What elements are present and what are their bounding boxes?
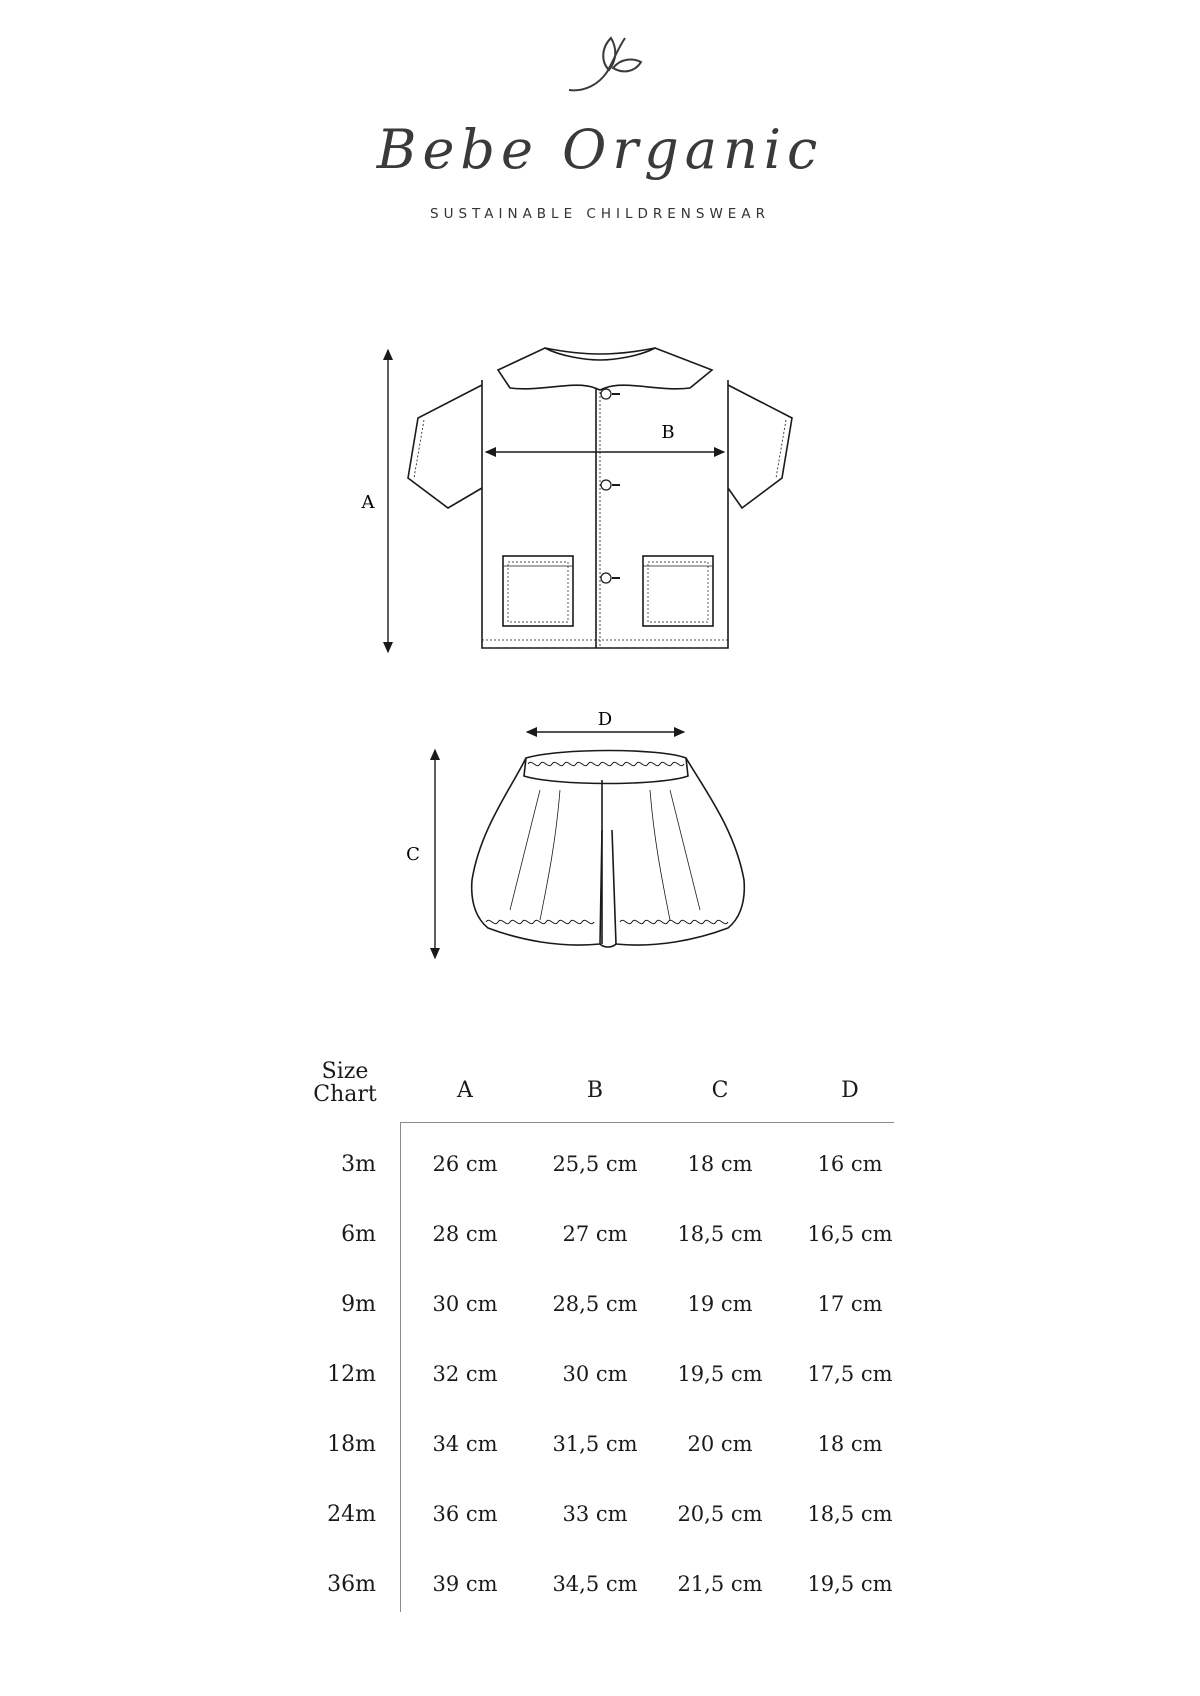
cell-d: 17 cm <box>817 1292 883 1316</box>
cell-c: 20 cm <box>687 1432 753 1456</box>
row-size-label: 24m <box>327 1502 376 1527</box>
cell-c: 19 cm <box>687 1292 753 1316</box>
cell-c: 19,5 cm <box>677 1362 763 1386</box>
cell-b: 28,5 cm <box>552 1292 638 1316</box>
cell-b: 31,5 cm <box>552 1432 638 1456</box>
row-size-label: 18m <box>327 1432 376 1457</box>
cell-d: 18 cm <box>817 1432 883 1456</box>
cell-d: 17,5 cm <box>807 1362 893 1386</box>
cell-d: 19,5 cm <box>807 1572 893 1596</box>
brand-tagline: SUSTAINABLE CHILDRENSWEAR <box>430 206 770 222</box>
cell-b: 25,5 cm <box>552 1152 638 1176</box>
cell-d: 16 cm <box>817 1152 883 1176</box>
cell-a: 36 cm <box>432 1502 498 1526</box>
cell-b: 30 cm <box>562 1362 628 1386</box>
cell-b: 34,5 cm <box>552 1572 638 1596</box>
dimension-d-label: D <box>597 709 613 730</box>
cell-c: 21,5 cm <box>677 1572 763 1596</box>
column-header-c: C <box>711 1078 729 1103</box>
cell-c: 18 cm <box>687 1152 753 1176</box>
row-size-label: 12m <box>327 1362 376 1387</box>
cell-a: 32 cm <box>432 1362 498 1386</box>
cell-b: 27 cm <box>562 1222 628 1246</box>
row-size-label: 36m <box>327 1572 376 1597</box>
column-header-b: B <box>586 1078 604 1103</box>
shirt-drawing <box>408 348 792 648</box>
dimension-b-label: B <box>661 422 675 443</box>
cell-d: 18,5 cm <box>807 1502 893 1526</box>
row-size-label: 6m <box>341 1222 376 1247</box>
cell-a: 30 cm <box>432 1292 498 1316</box>
column-header-d: D <box>841 1078 859 1103</box>
column-header-a: A <box>457 1078 473 1103</box>
cell-d: 16,5 cm <box>807 1222 893 1246</box>
size-chart-label-line1: Size <box>321 1059 369 1084</box>
cell-a: 26 cm <box>432 1152 498 1176</box>
dimension-c-label: C <box>406 844 420 865</box>
size-chart-label-line2: Chart <box>313 1082 377 1107</box>
row-size-label: 3m <box>341 1152 376 1177</box>
cell-c: 20,5 cm <box>677 1502 763 1526</box>
header-divider <box>400 1122 894 1123</box>
size-chart-table <box>300 1060 900 1620</box>
cell-a: 34 cm <box>432 1432 498 1456</box>
row-size-label: 9m <box>341 1292 376 1317</box>
cell-a: 28 cm <box>432 1222 498 1246</box>
size-chart-corner-label <box>300 1060 390 1106</box>
cell-c: 18,5 cm <box>677 1222 763 1246</box>
brand-name: Bebe Organic <box>376 118 824 181</box>
cell-a: 39 cm <box>432 1572 498 1596</box>
shorts-drawing <box>472 751 745 948</box>
dimension-a-label: A <box>361 492 375 513</box>
cell-b: 33 cm <box>562 1502 628 1526</box>
